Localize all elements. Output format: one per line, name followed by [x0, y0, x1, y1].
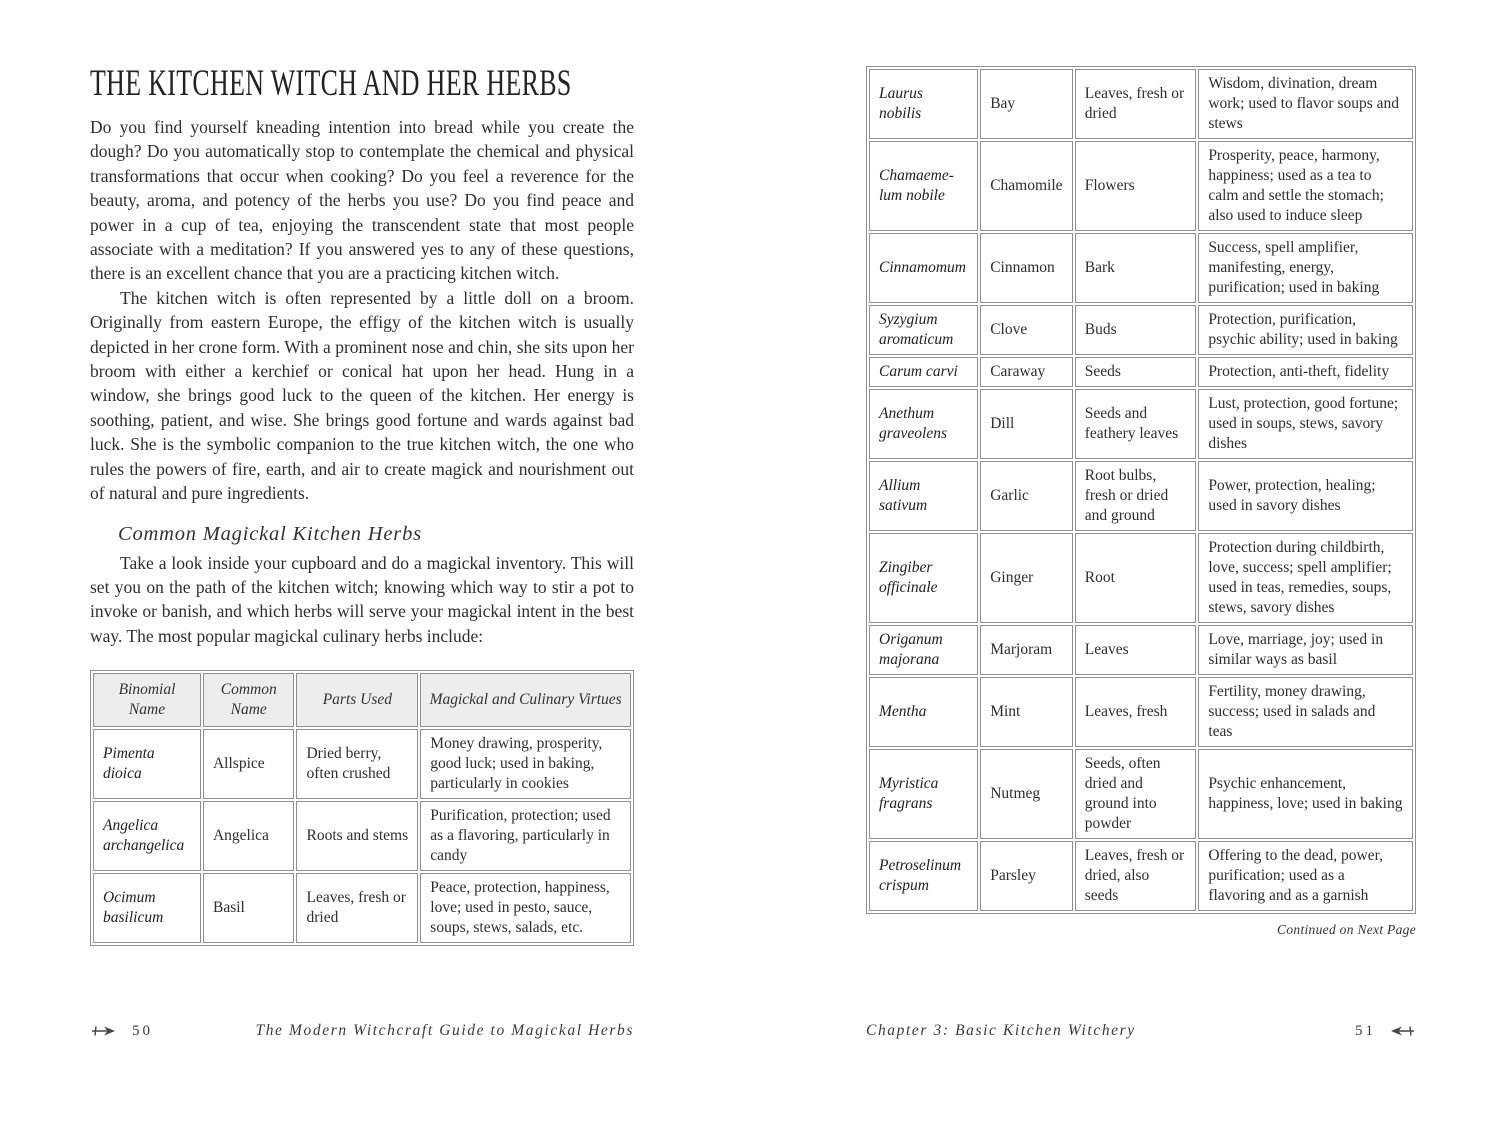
column-header-common: Common Name [203, 673, 295, 727]
column-header-parts: Parts Used [296, 673, 418, 727]
table-row [869, 625, 1413, 675]
cell-common: Caraway [980, 357, 1073, 387]
cell-common: Ginger [980, 533, 1073, 623]
cell-parts: Roots and stems [296, 801, 418, 871]
cell-parts: Seeds and feathery leaves [1075, 389, 1197, 459]
cell-binomial: Carum carvi [869, 357, 978, 387]
table-row [869, 357, 1413, 387]
left-page-footer [90, 1022, 634, 1040]
cell-virtues: Offering to the dead, power, purification; used as a flavoring and as a garnish [1198, 841, 1413, 911]
book-title-footer: The Modern Witchcraft Guide to Magickal Herbs [255, 1022, 634, 1039]
table-row [869, 533, 1413, 623]
cell-common: Clove [980, 305, 1073, 355]
page-title: THE KITCHEN WITCH AND HER HERBS [90, 63, 572, 104]
paragraph-intro: Do you find yourself kneading intention into bread while you create the dough? Do you automatically stop to contemplate the chemical and physical transformations that occur when cooking? Do you feel a reverence for the beauty, aroma, and potency of the herbs you use? Do you find peace and power in a cup of tea, enjoying the transcendent state that most people associate with a meditation? If you answered yes to any of these questions, there is an excellent chance that you are a practicing kitchen witch. [90, 117, 634, 284]
arrow-ornament-icon [1390, 1025, 1416, 1037]
cell-parts: Root [1075, 533, 1197, 623]
table-row [869, 69, 1413, 139]
cell-common: Nutmeg [980, 749, 1073, 839]
cell-parts: Leaves, fresh or dried, also seeds [1075, 841, 1197, 911]
cell-parts: Leaves, fresh or dried [296, 873, 418, 943]
cell-parts: Seeds, often dried and ground into powder [1075, 749, 1197, 839]
cell-parts: Root bulbs, fresh or dried and ground [1075, 461, 1197, 531]
cell-binomial: Angelica archangelica [93, 801, 201, 871]
cell-virtues: Success, spell amplifier, manifesting, energy, purification; used in baking [1198, 233, 1413, 303]
cell-virtues: Wisdom, divination, dream work; used to flavor soups and stews [1198, 69, 1413, 139]
cell-binomial: Origanum majorana [869, 625, 978, 675]
cell-common: Dill [980, 389, 1073, 459]
cell-parts: Seeds [1075, 357, 1197, 387]
herbs-table-page-51 [866, 66, 1416, 914]
cell-binomial: Ocimum basilicum [93, 873, 201, 943]
table-row [869, 461, 1413, 531]
cell-binomial: Zingiber officinale [869, 533, 978, 623]
chapter-title-footer: Chapter 3: Basic Kitchen Witchery [866, 1022, 1136, 1039]
cell-virtues: Fertility, money drawing, success; used in salads and teas [1198, 677, 1413, 747]
cell-virtues: Protection, anti-theft, fidelity [1198, 357, 1413, 387]
table-row [93, 729, 631, 799]
cell-common: Marjoram [980, 625, 1073, 675]
cell-virtues: Purification, protection; used as a flavoring, particularly in candy [420, 801, 631, 871]
cell-binomial: Cinnamomum [869, 233, 978, 303]
cell-binomial: Laurus nobilis [869, 69, 978, 139]
cell-virtues: Lust, protection, good fortune; used in soups, stews, savory dishes [1198, 389, 1413, 459]
cell-virtues: Money drawing, prosperity, good luck; used in baking, particularly in cookies [420, 729, 631, 799]
cell-common: Bay [980, 69, 1073, 139]
left-page [90, 62, 634, 946]
cell-common: Mint [980, 677, 1073, 747]
cell-common: Angelica [203, 801, 295, 871]
arrow-ornament-icon [90, 1025, 116, 1037]
cell-binomial: Chamaeme-lum nobile [869, 141, 978, 231]
section-subheading: Common Magickal Kitchen Herbs [118, 522, 422, 545]
cell-common: Basil [203, 873, 295, 943]
column-header-binomial: Binomial Name [93, 673, 201, 727]
table-row [869, 389, 1413, 459]
cell-virtues: Power, protection, healing; used in savory dishes [1198, 461, 1413, 531]
cell-binomial: Pimenta dioica [93, 729, 201, 799]
cell-binomial: Myristica fragrans [869, 749, 978, 839]
page-number: 51 [1355, 1022, 1376, 1039]
herbs-table-page-50 [90, 670, 634, 946]
cell-binomial: Syzygium aromaticum [869, 305, 978, 355]
continued-note: Continued on Next Page [1277, 922, 1416, 937]
cell-common: Parsley [980, 841, 1073, 911]
cell-parts: Dried berry, often crushed [296, 729, 418, 799]
cell-virtues: Prosperity, peace, harmony, happiness; used as a tea to calm and settle the stomach; also used to induce sleep [1198, 141, 1413, 231]
page-number: 50 [132, 1022, 153, 1039]
table-row [93, 801, 631, 871]
cell-parts: Bark [1075, 233, 1197, 303]
cell-common: Chamomile [980, 141, 1073, 231]
cell-parts: Leaves, fresh or dried [1075, 69, 1197, 139]
table-header-row [93, 673, 631, 727]
cell-parts: Leaves, fresh [1075, 677, 1197, 747]
cell-binomial: Allium sativum [869, 461, 978, 531]
table-row [869, 141, 1413, 231]
cell-common: Garlic [980, 461, 1073, 531]
right-page-footer [866, 1022, 1416, 1040]
table-row [93, 873, 631, 943]
cell-binomial: Anethum graveolens [869, 389, 978, 459]
cell-common: Allspice [203, 729, 295, 799]
cell-parts: Leaves [1075, 625, 1197, 675]
right-page [866, 66, 1416, 938]
table-row [869, 841, 1413, 911]
cell-virtues: Love, marriage, joy; used in similar ways as basil [1198, 625, 1413, 675]
cell-parts: Buds [1075, 305, 1197, 355]
paragraph-kitchen-witch: The kitchen witch is often represented by a little doll on a broom. Originally from eastern Europe, the effigy of the kitchen witch is usually depicted in her crone form. With a prominent nose and chin, she sits upon her broom with either a kerchief or conical hat upon her head. Hung in a window, she brings good luck to the queen of the kitchen. Her energy is soothing, patient, and wise. She brings good fortune and wards against bad luck. She is the symbolic companion to the true kitchen witch, the one who rules the powers of fire, earth, and air to create magick and nourishment out of natural and pure ingredients. [90, 287, 634, 504]
column-header-virtues: Magickal and Culinary Virtues [420, 673, 631, 727]
cell-virtues: Protection during childbirth, love, success; spell amplifier; used in teas, remedies, soups, stews, savory dishes [1198, 533, 1413, 623]
cell-virtues: Peace, protection, happiness, love; used in pesto, sauce, soups, stews, salads, etc. [420, 873, 631, 943]
cell-common: Cinnamon [980, 233, 1073, 303]
table-row [869, 677, 1413, 747]
table-row [869, 305, 1413, 355]
cell-binomial: Mentha [869, 677, 978, 747]
cell-binomial: Petroselinum crispum [869, 841, 978, 911]
table-row [869, 749, 1413, 839]
cell-virtues: Protection, purification, psychic ability; used in baking [1198, 305, 1413, 355]
cell-virtues: Psychic enhancement, happiness, love; used in baking [1198, 749, 1413, 839]
cell-parts: Flowers [1075, 141, 1197, 231]
paragraph-inventory: Take a look inside your cupboard and do a magickal inventory. This will set you on the path of the kitchen witch; knowing which way to stir a pot to invoke or banish, and which herbs will serve your magickal intent in the best way. The most popular magickal culinary herbs include: [90, 552, 634, 646]
table-row [869, 233, 1413, 303]
